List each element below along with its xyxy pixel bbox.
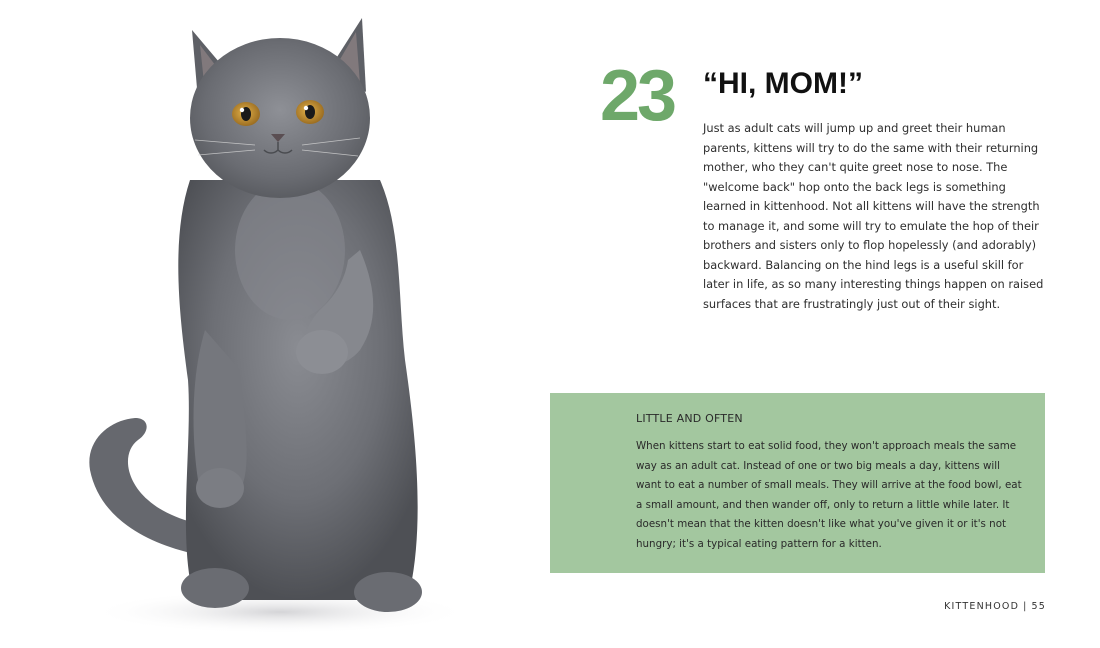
folio-section: KITTENHOOD	[944, 601, 1020, 612]
page-folio	[944, 601, 1046, 612]
cat-head	[190, 38, 370, 198]
entry-title: “HI, MOM!”	[703, 67, 863, 100]
cat-paw-right	[296, 330, 348, 374]
folio-page-number: 55	[1031, 601, 1046, 612]
cat-hind-foot-left	[181, 568, 249, 608]
entry-body-text: Just as adult cats will jump up and greet their human parents, kittens will try to do the same with their returning mother, who they can't quite greet nose to nose. The "welcome back" hop onto the back legs is something learned in kittenhood. Not all kittens will have the strength to manage it, and some will try to emulate the hop of their brothers and sisters only to flop hopelessly (and adorably) backward. Balancing on the hind legs is a useful skill for later in life, as so many interesting things happen on raised surfaces that are frustratingly just out of their sight.	[703, 121, 1044, 311]
kitten-photo	[30, 0, 508, 648]
sidebar-body-text: When kittens start to eat solid food, they won't approach meals the same way as an adult cat. Instead of one or two big meals a day, kittens will want to eat a number of small meals. They will arrive at the food bowl, eat a small amount, and then wander off, only to return a little while later. It doesn't mean that the kitten doesn't like what you've given it or it's not hungry; it's a typical eating pattern for a kitten.	[636, 440, 1022, 550]
folio-separator: |	[1023, 601, 1028, 612]
sidebar-box	[550, 393, 1045, 573]
sidebar-heading: LITTLE AND OFTEN	[636, 412, 743, 425]
cat-paw-left	[196, 468, 244, 508]
cat-hind-foot-right	[354, 572, 422, 612]
entry-number: 23	[600, 56, 675, 136]
